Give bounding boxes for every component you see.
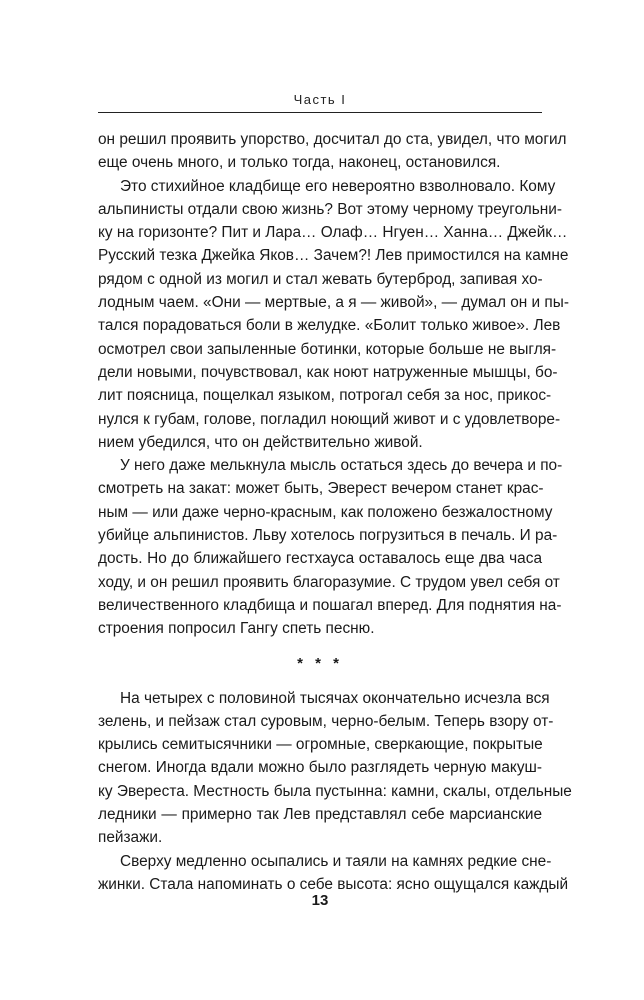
text-line: ным — или даже черно-красным, как положено безжалостному xyxy=(98,503,553,521)
paragraph xyxy=(98,128,567,175)
text-line: крылись семитысячники — огромные, сверкающие, покрытые xyxy=(98,736,543,754)
paragraphs-before xyxy=(98,128,569,641)
text-line: еще очень много, и только тогда, наконец, остановился. xyxy=(98,154,501,172)
page-body xyxy=(98,128,572,896)
paragraph xyxy=(98,454,563,640)
text-line: величественного кладбища и пошагал вперед. Для поднятия на- xyxy=(98,596,562,614)
text-line: лодным чаем. «Они — мертвые, а я — живой», — думал он и пы- xyxy=(98,294,569,312)
paragraph xyxy=(98,687,572,850)
page-number: 13 xyxy=(311,892,329,909)
text-line: альпинисты отдали свою жизнь? Вот этому черному треугольни- xyxy=(98,200,563,218)
text-line: рядом с одной из могил и стал жевать бутерброд, запивая хо- xyxy=(98,270,543,288)
text-line: он решил проявить упорство, досчитал до ста, увидел, что могил xyxy=(98,131,567,148)
text-line: осмотрел свои запыленные ботинки, которые больше не выгля- xyxy=(98,340,557,358)
text-line: ледники — примерно так Лев представлял себе марсианские xyxy=(98,806,542,824)
text-line: снегом. Иногда вдали можно было разглядеть черную макуш- xyxy=(98,759,542,777)
text-line: зелень, и пейзаж стал суровым, черно-белым. Теперь взору от- xyxy=(98,712,554,730)
text-line: нулся к губам, голове, погладил ноющий живот и с удовлетворе- xyxy=(98,410,561,428)
text-line: убийце альпинистов. Льву хотелось погрузиться в печаль. И ра- xyxy=(98,527,558,545)
text-line: тался порадоваться боли в желудке. «Болит только живое». Лев xyxy=(98,317,561,335)
text-line: Сверху медленно осыпались и таяли на камнях редкие сне- xyxy=(120,852,552,870)
text-line: ку на горизонте? Пит и Лара… Олаф… Нгуен… Ханна… Джейк… xyxy=(98,224,568,242)
text-line: смотреть на закат: может быть, Эверест вечером станет крас- xyxy=(98,480,544,498)
text-line: дость. Но до ближайшего гестхауса оставалось еще два часа xyxy=(98,550,542,568)
text-line: У него даже мелькнула мысль остаться здесь до вечера и по- xyxy=(120,457,563,475)
text-line: Это стихийное кладбище его невероятно взволновало. Кому xyxy=(120,177,556,195)
text-line: жинки. Стала напоминать о себе высота: ясно ощущался каждый xyxy=(98,875,569,893)
text-line: ходу, и он решил проявить благоразумие. С трудом увел себя от xyxy=(98,573,560,591)
header-rule xyxy=(98,112,542,113)
text-line: На четырех с половиной тысячах окончательно исчезла вся xyxy=(120,689,550,707)
section-separator: * * * xyxy=(297,654,343,672)
text-line: дели новыми, почувствовал, как ноют натруженные мышцы, бо- xyxy=(98,363,558,381)
paragraphs-after xyxy=(98,687,572,897)
running-head: Часть I xyxy=(293,92,347,107)
text-line: пейзажи. xyxy=(98,829,163,847)
paragraph xyxy=(98,175,569,455)
text-line: ку Эвереста. Местность была пустынна: камни, скалы, отдельные xyxy=(98,782,572,800)
paragraph xyxy=(98,850,569,897)
text-line: лит поясница, пощелкал языком, потрогал себя за нос, прикос- xyxy=(98,387,552,405)
text-line: нием убедился, что он действительно живой. xyxy=(98,433,423,451)
text-line: строения попросил Гангу спеть песню. xyxy=(98,620,375,638)
text-line: Русский тезка Джейка Яков… Зачем?! Лев примостился на камне xyxy=(98,247,569,265)
